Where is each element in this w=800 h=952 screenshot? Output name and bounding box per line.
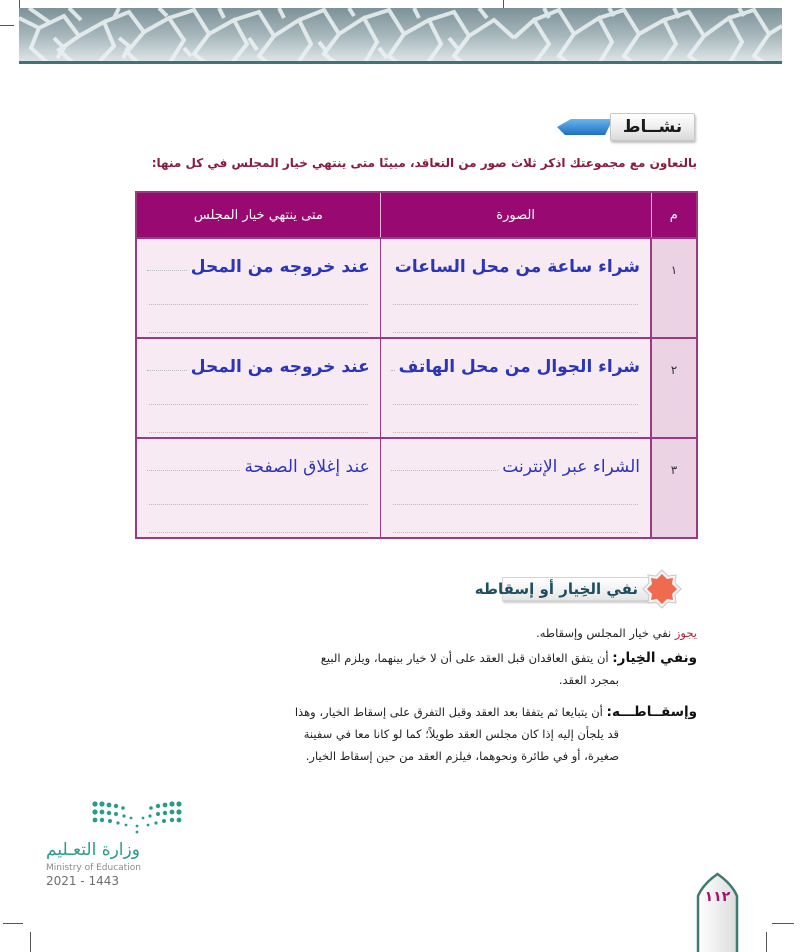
dotted-line — [149, 505, 368, 533]
end-cell[interactable] — [136, 438, 380, 538]
intro-lead: يجوز — [674, 626, 697, 640]
dotted-line — [393, 277, 638, 305]
geometric-pattern-icon — [514, 8, 782, 64]
crop-mark — [0, 25, 14, 26]
text-line: قد يلجأن إليه إذا كان مجلس العقد طويلاً؛ كما لو كانا معا في سفينة — [303, 727, 619, 741]
section-title: نفي الخِيار أو إسقاطه — [474, 580, 638, 598]
form-cell[interactable] — [380, 338, 651, 438]
table-row — [136, 438, 697, 538]
header-rule — [19, 61, 782, 64]
header-banner-pattern — [19, 8, 514, 64]
dotted-line — [147, 270, 187, 271]
header-number: م — [651, 192, 697, 238]
section-heading — [475, 573, 682, 605]
page-number-tab — [695, 872, 740, 952]
dotted-line — [391, 470, 499, 471]
end-answer: عند خروجه من المحل — [190, 357, 370, 377]
term-nafy: ونفي الخِيار: — [612, 650, 697, 666]
table-header-row — [136, 192, 697, 238]
text-line: صغيرة، أو في طائرة ونحوهما، فيلزم العقد من حين إسقاط الخيار. — [305, 749, 619, 763]
end-cell[interactable] — [136, 338, 380, 438]
term-isqat: وإسقــاطـــه: — [606, 704, 697, 720]
row-number: ٢ — [651, 338, 697, 438]
dotted-line — [393, 505, 638, 533]
activity-instruction: بالتعاون مع مجموعتك اذكر ثلاث صور من التعاقد، مبينًا متى ينتهي خيار المجلس في كل منها: — [151, 156, 697, 170]
geometric-pattern-icon — [19, 8, 514, 64]
dotted-line — [149, 405, 368, 433]
end-answer: عند إغلاق الصفحة — [244, 457, 370, 477]
dotted-line — [149, 377, 368, 405]
header-form: الصورة — [380, 192, 651, 238]
arrow-left-icon — [555, 117, 613, 137]
paragraph-isqat — [137, 701, 697, 767]
dotted-line — [393, 477, 638, 505]
crop-mark — [772, 923, 794, 924]
logo-arabic: وزارة التعـليم — [46, 840, 140, 860]
intro-rest: نفي خيار المجلس وإسقاطه. — [536, 626, 672, 640]
logo-english: Ministry of Education — [46, 863, 141, 873]
end-answer: عند خروجه من المحل — [190, 257, 370, 277]
header-banner-right — [514, 8, 782, 64]
page-number: ١١٢ — [704, 889, 731, 905]
end-cell[interactable] — [136, 238, 380, 338]
form-answer: الشراء عبر الإنترنت — [502, 457, 640, 477]
dotted-line — [393, 405, 638, 433]
dotted-line — [149, 477, 368, 505]
activity-table — [135, 191, 698, 539]
activity-label — [555, 113, 695, 141]
crop-mark — [30, 932, 31, 952]
form-answer: شراء الجوال من محل الهاتف — [398, 357, 640, 377]
text-line: أن يتبايعا ثم يتفقا بعد العقد وقبل التفرق على إسقاط الخيار، وهذا — [294, 705, 603, 719]
table-row — [136, 338, 697, 438]
form-cell[interactable] — [380, 438, 651, 538]
table-row — [136, 238, 697, 338]
form-answer: شراء ساعة من محل الساعات — [394, 257, 640, 277]
row-number: ١ — [651, 238, 697, 338]
intro-paragraph — [137, 622, 697, 644]
dotted-line — [149, 305, 368, 333]
dotted-line — [391, 370, 395, 371]
paragraph-nafy — [137, 647, 697, 691]
dotted-line — [149, 277, 368, 305]
text-line: أن يتفق العاقدان قبل العقد على أن لا خيار بينهما، ويلزم البيع — [320, 651, 609, 665]
dotted-line — [393, 305, 638, 333]
crop-mark — [766, 932, 767, 952]
header-end: متى ينتهي خيار المجلس — [136, 192, 380, 238]
dotted-line — [147, 470, 240, 471]
row-number: ٣ — [651, 438, 697, 538]
crop-mark — [19, 0, 20, 8]
crop-mark — [3, 923, 23, 924]
form-cell[interactable] — [380, 238, 651, 338]
dotted-line — [393, 377, 638, 405]
text-line: بمجرد العقد. — [558, 673, 619, 687]
dotted-line — [147, 370, 187, 371]
activity-title: نشــاط — [610, 113, 695, 141]
logo-dots-icon — [91, 800, 183, 834]
octagram-icon — [642, 569, 682, 609]
logo-year: 2021 - 1443 — [46, 874, 120, 888]
